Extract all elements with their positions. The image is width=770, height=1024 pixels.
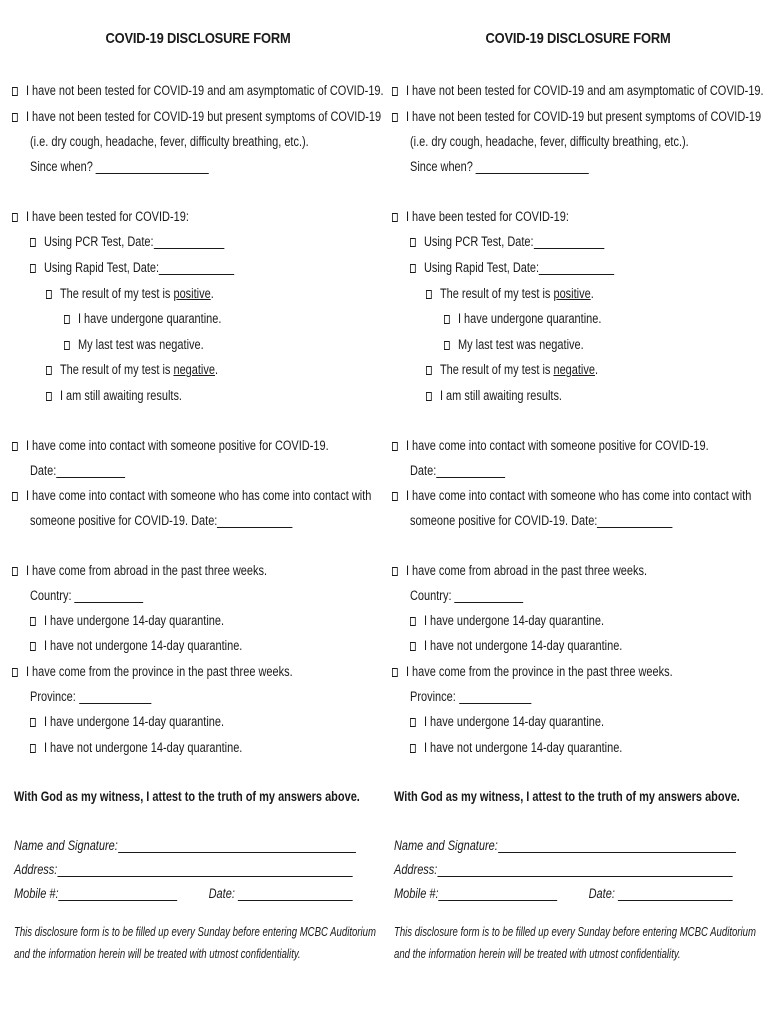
footnote-line-1: This disclosure form is to be filled up every Sunday before entering MCBC Auditorium [394, 925, 756, 939]
option-not-tested-asymptomatic: I have not been tested for COVID-19 and am asymptomatic of COVID-19. [392, 83, 764, 99]
checkbox[interactable] [12, 213, 18, 222]
pcr-date-blank[interactable] [154, 235, 225, 249]
name-signature-blank[interactable] [118, 839, 356, 853]
province-field: Province: [410, 689, 531, 705]
mobile-field: Mobile #: Date: [394, 886, 733, 901]
indirect-date-blank[interactable] [217, 514, 292, 528]
country-blank[interactable] [75, 589, 144, 603]
checkbox[interactable] [410, 617, 416, 626]
signature-date-blank[interactable] [618, 887, 733, 901]
address-field: Address: [14, 862, 353, 877]
form-title: COVID-19 DISCLOSURE FORM [485, 30, 671, 47]
checkbox[interactable] [12, 492, 18, 501]
option-direct-contact: I have come into contact with someone positive for COVID-19. [12, 438, 329, 454]
option-from-abroad: I have come from abroad in the past three weeks. [392, 563, 647, 579]
checkbox[interactable] [30, 718, 36, 727]
option-last-negative: My last test was negative. [444, 337, 584, 353]
option-rapid-test: Using Rapid Test, Date: [410, 260, 615, 276]
mobile-blank[interactable] [439, 887, 558, 901]
checkbox[interactable] [444, 341, 450, 350]
option-quarantined: I have undergone quarantine. [64, 311, 221, 327]
checkbox[interactable] [30, 744, 36, 753]
checkbox[interactable] [392, 87, 398, 96]
option-result-positive: The result of my test is positive. [46, 286, 214, 302]
option-indirect-contact: I have come into contact with someone who has come into contact with [392, 488, 751, 504]
option-awaiting-results: I am still awaiting results. [426, 388, 562, 404]
attestation: With God as my witness, I attest to the truth of my answers above. [394, 789, 740, 804]
indirect-contact-date-field: someone positive for COVID-19. Date: [410, 513, 673, 529]
checkbox[interactable] [30, 264, 36, 273]
option-rapid-test: Using Rapid Test, Date: [30, 260, 235, 276]
option-quarantined: I have undergone quarantine. [444, 311, 601, 327]
option-awaiting-results: I am still awaiting results. [46, 388, 182, 404]
checkbox[interactable] [444, 315, 450, 324]
checkbox[interactable] [426, 366, 432, 375]
country-field: Country: [30, 588, 143, 604]
checkbox[interactable] [30, 642, 36, 651]
contact-date-field: Date: [30, 463, 125, 479]
country-field: Country: [410, 588, 523, 604]
option-indirect-contact: I have come into contact with someone who has come into contact with [12, 488, 371, 504]
symptoms-examples: (i.e. dry cough, headache, fever, difficulty breathing, etc.). [30, 134, 309, 149]
checkbox[interactable] [410, 238, 416, 247]
address-blank[interactable] [437, 863, 732, 877]
option-from-province: I have come from the province in the past three weeks. [12, 664, 293, 680]
checkbox[interactable] [426, 392, 432, 401]
name-signature-blank[interactable] [498, 839, 736, 853]
province-blank[interactable] [459, 690, 531, 704]
signature-date-blank[interactable] [238, 887, 353, 901]
checkbox[interactable] [12, 87, 18, 96]
option-tested: I have been tested for COVID-19: [392, 209, 569, 225]
option-province-not-quarantined: I have not undergone 14-day quarantine. [410, 740, 622, 756]
form-title: COVID-19 DISCLOSURE FORM [105, 30, 291, 47]
option-not-tested-symptoms: I have not been tested for COVID-19 but present symptoms of COVID-19 [392, 109, 761, 125]
since-when-blank[interactable] [476, 160, 589, 174]
option-not-tested-symptoms: I have not been tested for COVID-19 but present symptoms of COVID-19 [12, 109, 381, 125]
option-not-tested-asymptomatic: I have not been tested for COVID-19 and am asymptomatic of COVID-19. [12, 83, 384, 99]
option-pcr-test: Using PCR Test, Date: [410, 234, 604, 250]
since-when-blank[interactable] [96, 160, 209, 174]
footnote-line-1: This disclosure form is to be filled up every Sunday before entering MCBC Auditorium [14, 925, 376, 939]
contact-date-blank[interactable] [436, 464, 505, 478]
checkbox[interactable] [30, 238, 36, 247]
option-province-quarantined: I have undergone 14-day quarantine. [30, 714, 224, 730]
option-province-not-quarantined: I have not undergone 14-day quarantine. [30, 740, 242, 756]
mobile-blank[interactable] [59, 887, 178, 901]
contact-date-blank[interactable] [56, 464, 125, 478]
option-from-province: I have come from the province in the past three weeks. [392, 664, 673, 680]
rapid-date-blank[interactable] [539, 261, 614, 275]
rapid-date-blank[interactable] [159, 261, 234, 275]
checkbox[interactable] [426, 290, 432, 299]
checkbox[interactable] [392, 213, 398, 222]
province-blank[interactable] [79, 690, 151, 704]
checkbox[interactable] [410, 642, 416, 651]
checkbox[interactable] [392, 113, 398, 122]
checkbox[interactable] [46, 392, 52, 401]
since-when-field: Since when? [30, 159, 209, 175]
option-from-abroad: I have come from abroad in the past three weeks. [12, 563, 267, 579]
checkbox[interactable] [410, 718, 416, 727]
name-signature-field: Name and Signature: [14, 838, 356, 853]
option-tested: I have been tested for COVID-19: [12, 209, 189, 225]
option-direct-contact: I have come into contact with someone positive for COVID-19. [392, 438, 709, 454]
option-abroad-quarantined: I have undergone 14-day quarantine. [410, 613, 604, 629]
attestation: With God as my witness, I attest to the truth of my answers above. [14, 789, 360, 804]
checkbox[interactable] [46, 366, 52, 375]
checkbox[interactable] [12, 567, 18, 576]
checkbox[interactable] [64, 315, 70, 324]
option-result-negative: The result of my test is negative. [426, 362, 598, 378]
since-when-field: Since when? [410, 159, 589, 175]
checkbox[interactable] [12, 442, 18, 451]
pcr-date-blank[interactable] [534, 235, 605, 249]
checkbox[interactable] [392, 492, 398, 501]
indirect-contact-date-field: someone positive for COVID-19. Date: [30, 513, 293, 529]
name-signature-field: Name and Signature: [394, 838, 736, 853]
checkbox[interactable] [12, 113, 18, 122]
option-result-positive: The result of my test is positive. [426, 286, 594, 302]
mobile-field: Mobile #: Date: [14, 886, 353, 901]
contact-date-field: Date: [410, 463, 505, 479]
checkbox[interactable] [392, 442, 398, 451]
checkbox[interactable] [46, 290, 52, 299]
checkbox[interactable] [30, 617, 36, 626]
symptoms-examples: (i.e. dry cough, headache, fever, difficulty breathing, etc.). [410, 134, 689, 149]
option-abroad-not-quarantined: I have not undergone 14-day quarantine. [410, 638, 622, 654]
option-last-negative: My last test was negative. [64, 337, 204, 353]
option-pcr-test: Using PCR Test, Date: [30, 234, 224, 250]
option-abroad-not-quarantined: I have not undergone 14-day quarantine. [30, 638, 242, 654]
checkbox[interactable] [410, 744, 416, 753]
country-blank[interactable] [455, 589, 524, 603]
checkbox[interactable] [392, 668, 398, 677]
checkbox[interactable] [392, 567, 398, 576]
checkbox[interactable] [410, 264, 416, 273]
address-blank[interactable] [57, 863, 352, 877]
checkbox[interactable] [64, 341, 70, 350]
footnote-line-2: and the information herein will be treated with utmost confidentiality. [14, 947, 301, 961]
address-field: Address: [394, 862, 733, 877]
province-field: Province: [30, 689, 151, 705]
checkbox[interactable] [12, 668, 18, 677]
option-result-negative: The result of my test is negative. [46, 362, 218, 378]
option-abroad-quarantined: I have undergone 14-day quarantine. [30, 613, 224, 629]
indirect-date-blank[interactable] [597, 514, 672, 528]
footnote-line-2: and the information herein will be treated with utmost confidentiality. [394, 947, 681, 961]
option-province-quarantined: I have undergone 14-day quarantine. [410, 714, 604, 730]
